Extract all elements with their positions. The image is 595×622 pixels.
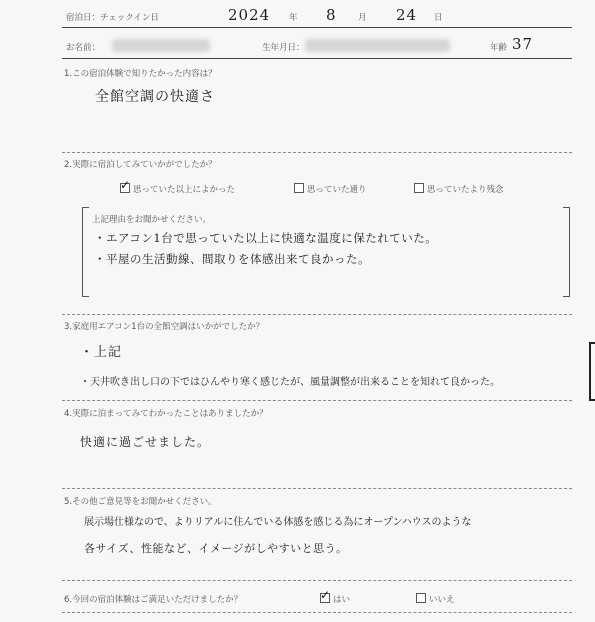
year-unit: 年 bbox=[289, 13, 298, 23]
q6-option-label: はい bbox=[333, 595, 351, 605]
checkbox-unchecked[interactable] bbox=[294, 183, 304, 193]
name-divider bbox=[62, 58, 572, 59]
month-unit: 月 bbox=[358, 13, 367, 23]
day-unit: 日 bbox=[434, 13, 443, 23]
redacted-birthdate bbox=[305, 39, 450, 52]
redacted-name bbox=[112, 39, 210, 52]
q2-option-label: 思っていたより残念 bbox=[427, 185, 504, 195]
checkbox-unchecked[interactable] bbox=[414, 183, 424, 193]
birth-label: 生年月日： bbox=[262, 43, 305, 53]
q2-option-label: 思っていた以上によかった bbox=[133, 185, 236, 195]
checkmark-icon: ✓ bbox=[320, 588, 331, 602]
q2-question: 2.実際に宿泊してみていかがでしたか？ bbox=[64, 160, 217, 170]
checkbox-checked[interactable] bbox=[120, 178, 131, 193]
reason-label: 上記理由をお聞かせください。 bbox=[92, 215, 212, 225]
q3-question: 3.家庭用エアコン1台の全館空調はいかがでしたか？ bbox=[64, 322, 265, 332]
stay-date-label: 宿泊日：チェックイン日 bbox=[66, 13, 159, 23]
q2-option-better[interactable] bbox=[120, 178, 236, 195]
q6-option-yes[interactable] bbox=[320, 588, 351, 605]
header-divider bbox=[62, 27, 572, 28]
q2-option-label: 思っていた通り bbox=[307, 185, 367, 195]
checkbox-checked[interactable] bbox=[320, 588, 331, 603]
q6-divider bbox=[62, 612, 572, 613]
q5-question: 5.その他ご意見等をお聞かせください。 bbox=[64, 497, 217, 507]
q5-divider bbox=[62, 580, 572, 581]
q6-option-label: いいえ bbox=[429, 595, 455, 605]
q4-divider bbox=[62, 488, 572, 489]
q6-question: 6.今回の宿泊体験はご満足いただけましたか？ bbox=[64, 595, 243, 605]
q6-option-no[interactable] bbox=[416, 593, 455, 605]
q1-question: 1.この宿泊体験で知りたかった内容は？ bbox=[64, 69, 217, 79]
q4-answer: 快適に過ごせました。 bbox=[80, 435, 211, 449]
reason-box-right-bracket bbox=[563, 207, 570, 297]
age-label: 年齢 bbox=[490, 43, 508, 53]
age-value: 37 bbox=[512, 35, 534, 53]
q3-answer-line-2: ・天井吹き出し口の下ではひんやり寒く感じたが、風量調整が出来ることを知れて良かった。 bbox=[80, 377, 500, 388]
day-value: 24 bbox=[396, 6, 418, 24]
reason-box-left-bracket bbox=[82, 207, 89, 297]
q5-answer-line-1: 展示場仕様なので、よりリアルに住んでいる体感を感じる為にオープンハウスのような bbox=[84, 517, 472, 528]
q3-divider bbox=[62, 400, 572, 401]
q1-divider bbox=[62, 152, 572, 153]
reason-line-2: ・平屋の生活動線、間取りを体感出来て良かった。 bbox=[94, 252, 370, 266]
name-label: お名前： bbox=[66, 43, 101, 53]
month-value: 8 bbox=[326, 6, 337, 24]
checkbox-unchecked[interactable] bbox=[416, 593, 426, 603]
q3-answer-line-1: ・上記 bbox=[80, 345, 123, 360]
q2-divider bbox=[62, 314, 572, 315]
checkmark-icon: ✓ bbox=[120, 178, 131, 192]
q4-question: 4.実際に泊まってみてわかったことはありましたか？ bbox=[64, 409, 268, 419]
year-value: 2024 bbox=[228, 6, 271, 24]
scan-edge-mark bbox=[589, 342, 595, 401]
q2-option-as-expected[interactable] bbox=[294, 183, 367, 195]
q5-answer-line-2: 各サイズ、性能など、イメージがしやすいと思う。 bbox=[84, 542, 348, 555]
reason-line-1: ・エアコン1台で思っていた以上に快適な温度に保たれていた。 bbox=[94, 231, 438, 245]
q2-option-disappointed[interactable] bbox=[414, 183, 504, 195]
q1-answer: 全館空調の快適さ bbox=[95, 89, 215, 105]
